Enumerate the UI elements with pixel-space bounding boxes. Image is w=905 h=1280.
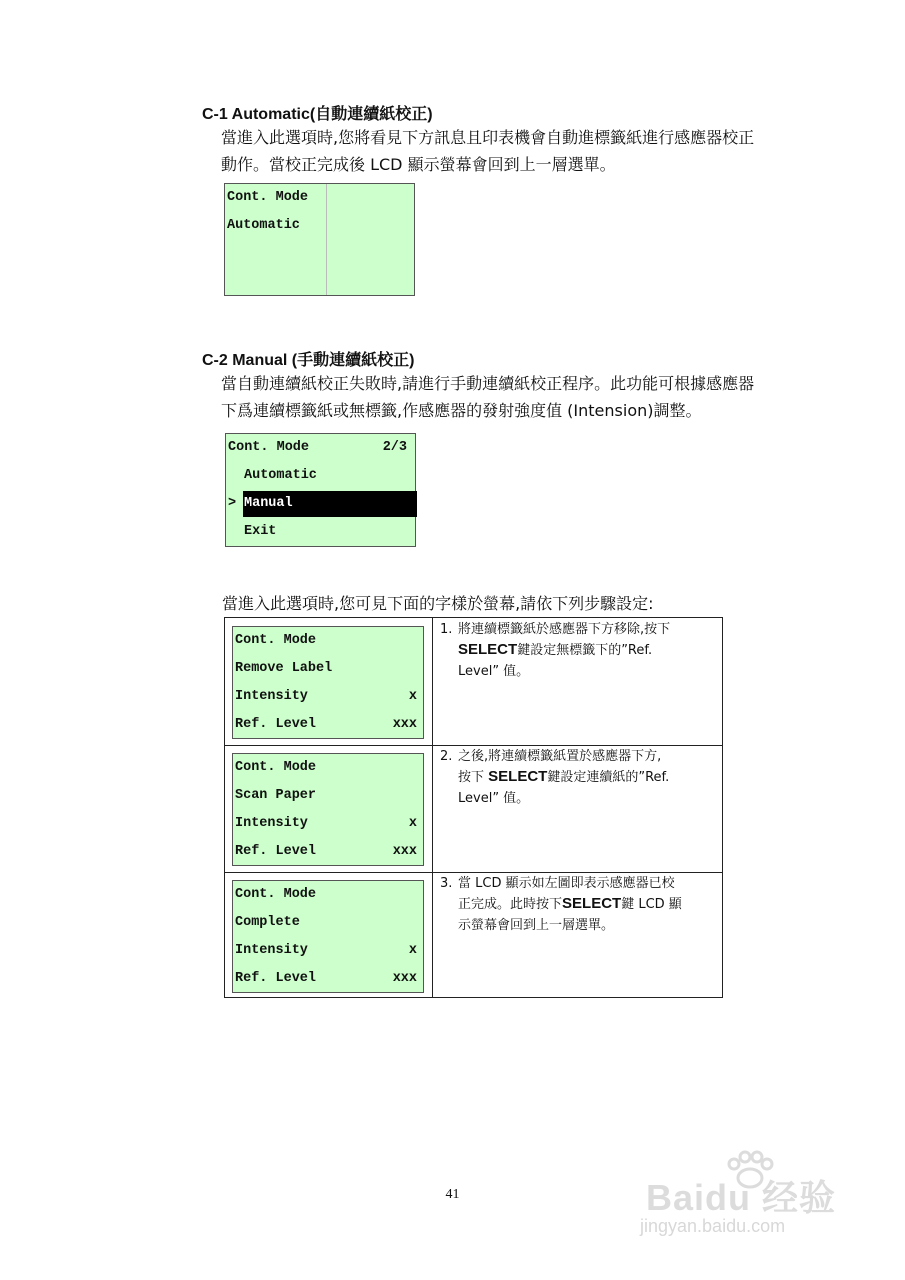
step-number: 2. <box>440 749 453 764</box>
select-key: SELECT <box>458 641 518 658</box>
lcd-line <box>235 839 423 865</box>
lcd-line <box>235 938 423 964</box>
step-line: 當 LCD 顯示如左圖即表示感應器已校 <box>458 876 675 891</box>
lcd-value: x <box>408 689 417 704</box>
step-number: 1. <box>440 622 453 637</box>
section-c2-heading: C-2 Manual (手動連續紙校正) <box>202 352 415 369</box>
lcd-screen-automatic <box>224 183 415 296</box>
select-key: SELECT <box>562 895 622 912</box>
lcd-label: Intensity <box>235 689 308 704</box>
step-2-text <box>440 747 720 867</box>
steps-intro: 當進入此選項時,您可見下面的字樣於螢幕,請依下列步驟設定: <box>222 594 654 613</box>
lcd-menu-page: 2/3 <box>382 440 407 455</box>
lcd-line <box>235 811 423 837</box>
lcd-screen-remove-label <box>232 626 424 739</box>
lcd-line: Cont. Mode <box>235 633 317 648</box>
lcd-label: Intensity <box>235 816 308 831</box>
lcd-line: Cont. Mode <box>235 760 317 775</box>
lcd-label: Intensity <box>235 943 308 958</box>
lcd-menu-screen <box>225 433 416 547</box>
lcd-menu-item-exit: Exit <box>244 524 277 539</box>
lcd-menu-cursor: > <box>228 496 237 511</box>
lcd-value: xxx <box>392 844 417 859</box>
lcd-value: x <box>408 816 417 831</box>
lcd-label: Ref. Level <box>235 717 317 732</box>
step-line: Level” 值。 <box>458 664 530 679</box>
lcd-line <box>235 712 423 738</box>
step-line: 將連續標籤紙於感應器下方移除,按下 <box>458 622 671 637</box>
c1-paragraph-line2: 動作。當校正完成後 LCD 顯示螢幕會回到上一層選單。 <box>221 155 616 174</box>
lcd-value: xxx <box>392 971 417 986</box>
lcd-label: Ref. Level <box>235 844 317 859</box>
step-line <box>458 894 682 914</box>
step-text: 鍵 LCD 顯 <box>621 897 682 912</box>
step-number: 3. <box>440 876 453 891</box>
step-line <box>458 640 652 660</box>
step-text: 正完成。此時按下 <box>458 897 563 912</box>
step-line: 示螢幕會回到上一層選單。 <box>458 918 615 933</box>
page-number: 41 <box>445 1187 460 1202</box>
lcd-label: Ref. Level <box>235 971 317 986</box>
lcd-line: Cont. Mode <box>235 887 317 902</box>
lcd-value: x <box>408 943 417 958</box>
lcd-line: Remove Label <box>235 661 333 676</box>
lcd-divider <box>326 184 327 295</box>
lcd-line <box>235 684 423 710</box>
step-line: Level” 值。 <box>458 791 530 806</box>
lcd-screen-scan-paper <box>232 753 424 866</box>
c1-paragraph-line1: 當進入此選項時,您將看見下方訊息且印表機會自動進標籤紙進行感應器校正 <box>221 128 755 147</box>
table-row-divider <box>225 872 722 873</box>
lcd-menu-item-automatic: Automatic <box>244 468 317 483</box>
step-1-text <box>440 620 720 740</box>
step-text: 鍵設定無標籤下的”Ref. <box>517 643 653 658</box>
baidu-watermark <box>640 1150 870 1250</box>
lcd-value: xxx <box>392 717 417 732</box>
step-3-text <box>440 874 720 994</box>
step-text: 鍵設定連續紙的”Ref. <box>547 770 670 785</box>
select-key: SELECT <box>488 768 548 785</box>
step-line <box>458 767 669 787</box>
lcd-line: Cont. Mode <box>227 190 309 205</box>
lcd-line: Automatic <box>227 218 300 233</box>
c2-paragraph-line1: 當自動連續紙校正失敗時,請進行手動連續紙校正程序。此功能可根據感應器 <box>221 374 755 393</box>
lcd-line <box>235 966 423 992</box>
step-line: 之後,將連續標籤紙置於感應器下方, <box>458 749 662 764</box>
lcd-menu-item-manual-selected: Manual <box>243 491 417 517</box>
steps-table <box>224 617 723 998</box>
watermark-url: jingyan.baidu.com <box>640 1216 786 1236</box>
lcd-menu-title: Cont. Mode <box>228 440 310 455</box>
table-column-divider <box>432 618 433 997</box>
table-row-divider <box>225 745 722 746</box>
step-text: 按下 <box>458 770 489 785</box>
section-c1-heading: C-1 Automatic(自動連續紙校正) <box>202 106 433 123</box>
lcd-screen-complete <box>232 880 424 993</box>
lcd-line: Scan Paper <box>235 788 317 803</box>
lcd-line: Complete <box>235 915 300 930</box>
c2-paragraph-line2: 下爲連續標籤紙或無標籤,作感應器的發射強度值 (Intension)調整。 <box>221 401 702 420</box>
watermark-logo: Baidu 经验 <box>646 1177 837 1218</box>
